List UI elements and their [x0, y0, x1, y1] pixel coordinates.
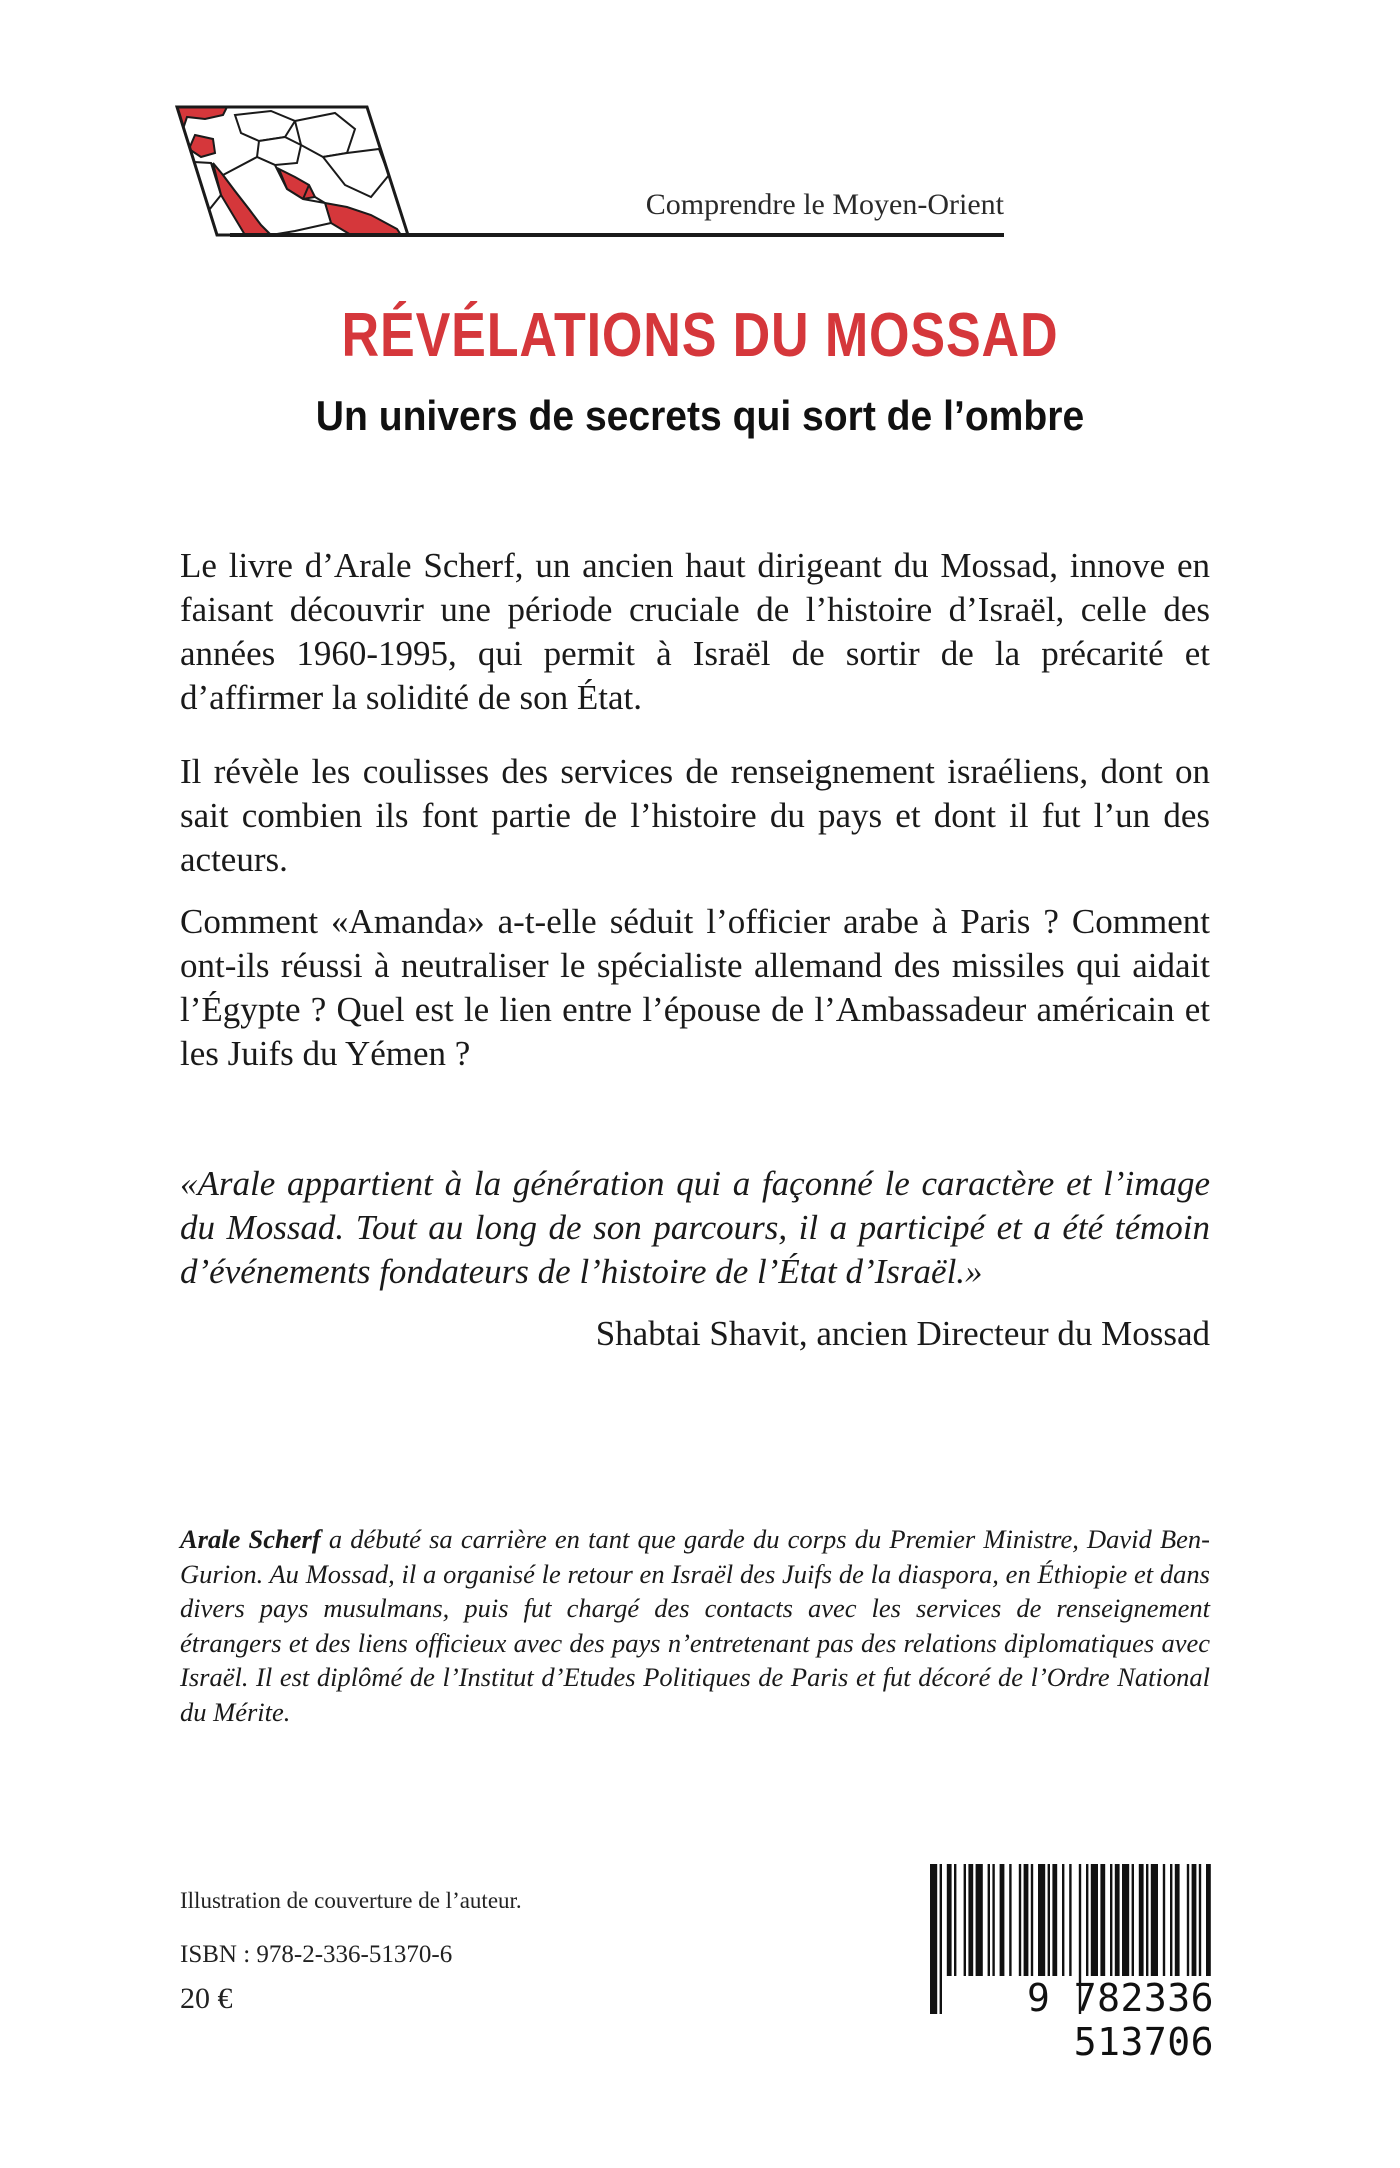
barcode-bar [988, 1864, 990, 1976]
barcode-bar [1052, 1864, 1057, 1976]
barcode-bar [1115, 1864, 1120, 1976]
barcode-bar [1038, 1864, 1045, 1976]
barcode-bar [1187, 1864, 1189, 1976]
barcode-bar [1062, 1864, 1064, 1976]
barcode-bar [947, 1864, 952, 1976]
author-bio-text: a débuté sa carrière en tant que garde du corps du Premier Ministre, David Ben-Gurion. Au Mossad, il a organisé le retour en Israël des Juifs de la diaspora, en Éthiopie et dans divers pays musulmans, puis fut chargé des contacts avec les services de renseignement étrangers et des liens officieux avec des pays n’entretenant pas des relations diplomatiques avec Israël. Il est diplômé de l’Institut d’Etudes Politiques de Paris et fut décoré de l’Ordre National du Mérite. [180, 1524, 1210, 1727]
barcode-bar [1019, 1864, 1021, 1976]
barcode-bar [1122, 1864, 1129, 1976]
summary-paragraph: Il révèle les coulisses des services de renseignement israéliens, dont on sait combien ils font partie de l’histoire du pays et dont il fut l’un des acteurs. [180, 752, 1210, 879]
book-title: RÉVÉLATIONS DU MOSSAD [341, 301, 1059, 370]
isbn: ISBN : 978-2-336-51370-6 [180, 1941, 453, 1968]
barcode-digits: 9 782336 513706 [1026, 1976, 1214, 2064]
middle-east-map-icon [175, 105, 410, 237]
barcode-bar [1048, 1864, 1050, 1976]
barcode-bar [1031, 1864, 1033, 1976]
barcode-bar [1086, 1864, 1088, 1976]
barcode-bar [968, 1864, 973, 1976]
barcode-bar [992, 1864, 994, 1976]
barcode-bar [1151, 1864, 1158, 1976]
barcode-bar [954, 1864, 956, 1976]
book-subtitle: Un univers de secrets qui sort de l’ombre [315, 392, 1085, 439]
endorsement-author: Shabtai Shavit, ancien Directeur du Mossad [595, 1314, 1210, 1353]
author-name: Arale Scherf [180, 1524, 321, 1554]
barcode-bar [1132, 1864, 1134, 1976]
barcode-bar [964, 1864, 966, 1976]
barcode-bar [1192, 1864, 1197, 1976]
barcode-bar [1170, 1864, 1172, 1976]
barcode-bar [1199, 1864, 1201, 1976]
endorsement-quote: «Arale appartient à la génération qui a façonné le caractère et l’image du Mossad. Tout au long de son parcours, il a participé et a été témoin d’événements fondateurs de l’histoire de l’État d’Israël.» [180, 1164, 1210, 1291]
barcode-bar [1024, 1864, 1029, 1976]
barcode-bar [976, 1864, 983, 1976]
barcode-bar [1175, 1864, 1180, 1976]
barcode-bar [1009, 1864, 1011, 1976]
cover-credit: Illustration de couverture de l’auteur. [180, 1888, 522, 1913]
summary-paragraph: Comment «Amanda» a-t-elle séduit l’officier arabe à Paris ? Comment ont-ils réussi à neutraliser le spécialiste allemand des missiles qui aidait l’Égypte ? Quel est le lien entre l’épouse de l’Ambassadeur américain et les Juifs du Yémen ? [180, 902, 1210, 1073]
barcode-bar [1206, 1864, 1211, 1976]
series-label: Comprendre le Moyen-Orient [645, 188, 1004, 221]
author-bio [180, 1522, 1210, 1729]
barcode-bar [1000, 1864, 1005, 1976]
summary-paragraph: Le livre d’Arale Scherf, un ancien haut dirigeant du Mossad, innove en faisant découvrir une période cruciale de l’histoire d’Israël, celle des années 1960-1995, qui permit à Israël de sortir de la précarité et d’affirmer la solidité de son État. [180, 546, 1210, 717]
barcode-bar [1100, 1864, 1105, 1976]
barcode-bar [1146, 1864, 1148, 1976]
barcode-bar [1139, 1864, 1144, 1976]
barcode-bar [1091, 1864, 1098, 1976]
barcode-bar [1163, 1864, 1165, 1976]
series-divider [230, 233, 1004, 237]
price: 20 € [180, 1982, 233, 2015]
barcode-bar [1110, 1864, 1112, 1976]
barcode-bar [1069, 1864, 1071, 1976]
